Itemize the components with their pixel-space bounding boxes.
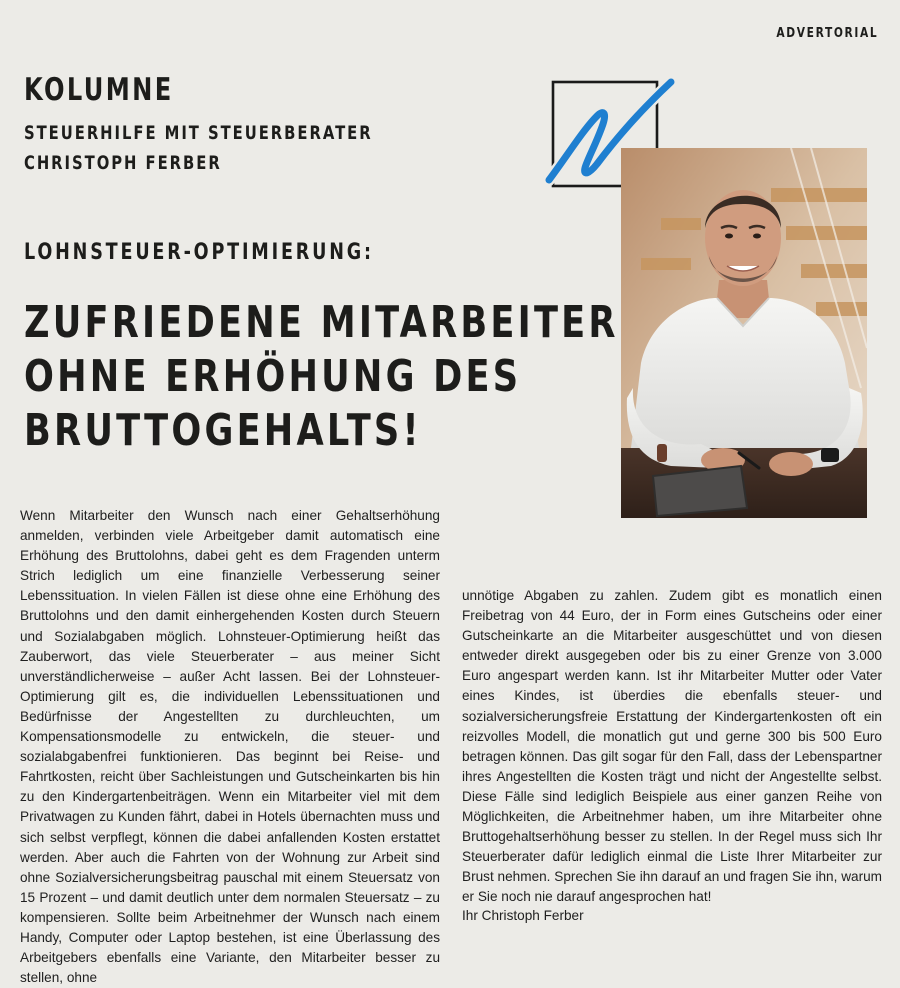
author-portrait <box>621 148 867 518</box>
article-body-column-2: unnötige Abgaben zu zahlen. Zudem gibt es monatlich einen Freibetrag von 44 Euro, der in Form eines Gutscheins oder einer Gutscheinkarte an die Mitarbeiter ausgeschüttet und von diesen entweder direkt ausgegeben oder bis zu einer Grenze von 3.000 Euro angespart werden kann. Ist ihr Mitarbeiter Mutter oder Vater eines Kindes, ist überdies die ebenfalls steuer- und sozialversicherungsfreie Erstattung der Kindergartenkosten oft ein reizvolles Modell, die monatlich gut und gerne 300 bis 500 Euro betragen können. Das gilt sogar für den Fall, dass der Lebenspartner ihres Angestellten die Kosten trägt und nicht der Angestellte selbst. Diese Fälle sind lediglich Beispiele aus einer ganzen Reihe von Möglichkeiten, die Arbeitnehmer haben, um ihre Mitarbeiter ohne Bruttogehaltserhöhung besser zu stellen. In der Regel muss sich Ihr Steuerberater dafür lediglich einmal die Liste Ihrer Mitarbeiter zur Brust nehmen. Sprechen Sie ihn darauf an und fragen Sie ihn, warum er Sie noch nie darauf angesprochen hat! <box>462 588 882 905</box>
headline-line1: ZUFRIEDENE MITARBEITER <box>24 297 619 348</box>
article-kicker: LOHNSTEUER-OPTIMIERUNG: <box>24 240 374 265</box>
column-subtitle-line2: CHRISTOPH FERBER <box>24 152 222 174</box>
article-headline <box>24 296 619 458</box>
headline-line2: OHNE ERHÖHUNG DES <box>24 351 522 402</box>
column-subtitle-line1: STEUERHILFE MIT STEUERBERATER <box>24 122 373 144</box>
advertorial-label: ADVERTORIAL <box>776 26 878 41</box>
headline-line3: BRUTTOGEHALTS! <box>24 405 422 456</box>
section-title: KOLUMNE <box>24 72 174 108</box>
author-signature: Ihr Christoph Ferber <box>462 908 584 923</box>
article-body-column-1: Wenn Mitarbeiter den Wunsch nach einer Gehaltserhöhung anmelden, verbinden viele Arbeitgeber damit automatisch eine Erhöhung des Bruttolohns, dabei geht es dem Fragenden unterm Strich lediglich um eine finanzielle Verbesserung seiner Lebenssituation. In vielen Fällen ist diese ohne eine Erhöhung des Bruttolohns und den damit einhergehenden Kosten durch Steuern und Sozialabgaben möglich. Lohnsteuer-Optimierung heißt das Zauberwort, das viele Steuerberater – aus meiner Sicht unverständlicherweise – außer Acht lassen. Bei der Lohnsteuer-Optimierung gilt es, die individuellen Lebenssituationen und Bedürfnisse der Angestellten zu durchleuchten, um Kompensationsmodelle zu entwickeln, die steuer- und sozialabgabenfrei funktionieren. Das beginnt bei Reise- und Fahrtkosten, reicht über Sachleistungen und Gutscheinkarten bis hin zu den Kindergartenbeiträgen. Wenn ein Mitarbeiter viel mit dem Privatwagen zu Kunden fährt, dabei in Hotels übernachten muss und sich selbst verpflegt, können die dabei anfallenden Kosten erstattet werden. Aber auch die Fahrten von der Wohnung zur Arbeit sind ohne Sozialversicherungsbeitrag pauschal mit einem Steuersatz von 15 Prozent – und damit deutlich unter dem normalen Steuersatz – zu kompensieren. Sollte beim Arbeitnehmer der Wunsch nach einem Handy, Computer oder Laptop bestehen, ist eine Überlassung des Arbeitgebers ebenfalls eine Variante, den Mitarbeiter besser zu stellen, ohne <box>20 508 440 986</box>
